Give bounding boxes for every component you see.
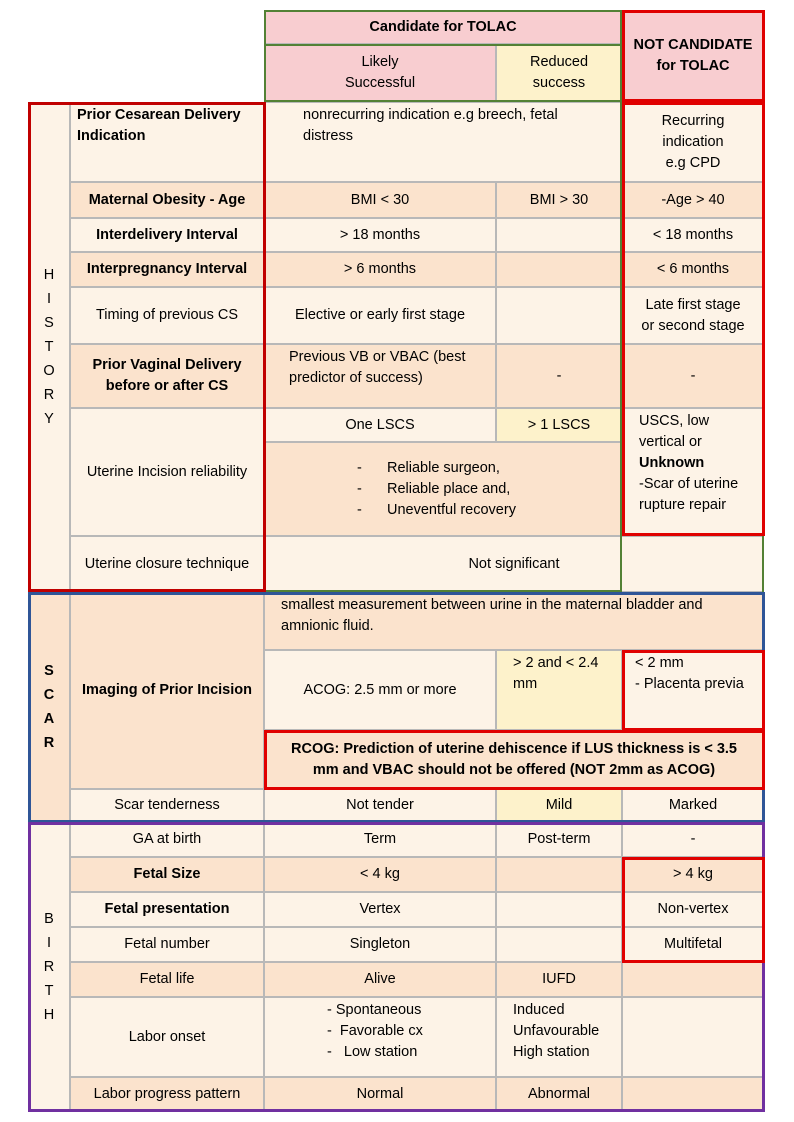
- row-presentation-likely: Vertex: [264, 892, 496, 927]
- row-number-label: Fetal number: [70, 927, 264, 962]
- row-prior-vaginal-not: -: [622, 344, 764, 408]
- row-uterine-incision-likely: One LSCS: [264, 408, 496, 442]
- row-prior-vaginal-likely: Previous VB or VBAC (best predictor of success): [264, 344, 496, 408]
- row-imaging-rcog: RCOG: Prediction of uterine dehiscence if LUS thickness is < 3.5 mm and VBAC should not be offered (NOT 2mm as ACOG): [264, 730, 764, 789]
- row-size-likely: < 4 kg: [264, 857, 496, 892]
- row-interdelivery-not: < 18 months: [622, 218, 764, 252]
- row-uterine-incision-bullets: - Reliable surgeon, - Reliable place and, - Uneventful recovery: [264, 442, 622, 536]
- row-size-not: > 4 kg: [622, 857, 764, 892]
- row-interpregnancy-not: < 6 months: [622, 252, 764, 287]
- row-onset-label: Labor onset: [70, 997, 264, 1077]
- row-imaging-not: < 2 mm - Placenta previa: [622, 650, 764, 730]
- row-closure-value: Not significant: [264, 536, 764, 592]
- row-size-reduced: [496, 857, 622, 892]
- row-presentation-not: Non-vertex: [622, 892, 764, 927]
- row-obesity-reduced: BMI > 30: [496, 182, 622, 218]
- row-onset-likely: - Spontaneous - Favorable cx - Low station: [264, 997, 496, 1077]
- row-obesity-likely: BMI < 30: [264, 182, 496, 218]
- row-timing-label: Timing of previous CS: [70, 287, 264, 344]
- row-imaging-note: smallest measurement between urine in the maternal bladder and amnionic fluid.: [264, 592, 764, 650]
- row-number-likely: Singleton: [264, 927, 496, 962]
- row-progress-reduced: Abnormal: [496, 1077, 622, 1112]
- section-birth: B I R T H: [28, 822, 70, 1112]
- row-size-label: Fetal Size: [70, 857, 264, 892]
- row-tenderness-likely: Not tender: [264, 789, 496, 822]
- row-life-label: Fetal life: [70, 962, 264, 997]
- row-progress-likely: Normal: [264, 1077, 496, 1112]
- row-presentation-reduced: [496, 892, 622, 927]
- row-imaging-likely: ACOG: 2.5 mm or more: [264, 650, 496, 730]
- row-tenderness-reduced: Mild: [496, 789, 622, 822]
- row-onset-reduced: Induced Unfavourable High station: [496, 997, 622, 1077]
- row-prior-vaginal-reduced: -: [496, 344, 622, 408]
- row-number-not: Multifetal: [622, 927, 764, 962]
- row-life-not: [622, 962, 764, 997]
- row-interpregnancy-reduced: [496, 252, 622, 287]
- header-likely-successful: Likely Successful: [264, 44, 496, 102]
- row-onset-not: [622, 997, 764, 1077]
- row-uterine-incision-not: USCS, low vertical or Unknown -Scar of uterine rupture repair: [622, 408, 764, 536]
- row-ga-label: GA at birth: [70, 822, 264, 857]
- row-imaging-reduced: > 2 and < 2.4 mm: [496, 650, 622, 730]
- row-uterine-incision-label: Uterine Incision reliability: [70, 408, 264, 536]
- row-life-likely: Alive: [264, 962, 496, 997]
- row-number-reduced: [496, 927, 622, 962]
- row-interpregnancy-label: Interpregnancy Interval: [70, 252, 264, 287]
- row-prior-vaginal-label: Prior Vaginal Delivery before or after CS: [70, 344, 264, 408]
- section-scar: S C A R: [28, 592, 70, 822]
- row-progress-label: Labor progress pattern: [70, 1077, 264, 1112]
- row-interdelivery-label: Interdelivery Interval: [70, 218, 264, 252]
- row-prior-cs-likely: nonrecurring indication e.g breech, fetal distress: [264, 102, 622, 182]
- row-presentation-label: Fetal presentation: [70, 892, 264, 927]
- row-interdelivery-reduced: [496, 218, 622, 252]
- row-timing-reduced: [496, 287, 622, 344]
- row-prior-cs-not: Recurring indication e.g CPD: [622, 102, 764, 182]
- row-timing-not: Late first stage or second stage: [622, 287, 764, 344]
- row-uterine-incision-reduced: > 1 LSCS: [496, 408, 622, 442]
- row-timing-likely: Elective or early first stage: [264, 287, 496, 344]
- row-tenderness-label: Scar tenderness: [70, 789, 264, 822]
- row-life-reduced: IUFD: [496, 962, 622, 997]
- row-tenderness-not: Marked: [622, 789, 764, 822]
- row-prior-cs-label: Prior Cesarean Delivery Indication: [70, 102, 264, 182]
- row-progress-not: [622, 1077, 764, 1112]
- header-reduced-success: Reduced success: [496, 44, 622, 102]
- row-interpregnancy-likely: > 6 months: [264, 252, 496, 287]
- row-ga-reduced: Post-term: [496, 822, 622, 857]
- header-not-candidate: NOT CANDIDATE for TOLAC: [622, 10, 764, 102]
- header-candidate: Candidate for TOLAC: [264, 10, 622, 44]
- row-closure-label: Uterine closure technique: [70, 536, 264, 592]
- row-ga-likely: Term: [264, 822, 496, 857]
- row-interdelivery-likely: > 18 months: [264, 218, 496, 252]
- row-obesity-label: Maternal Obesity - Age: [70, 182, 264, 218]
- section-history: H I S T O R Y: [28, 102, 70, 592]
- row-ga-not: -: [622, 822, 764, 857]
- row-imaging-label: Imaging of Prior Incision: [70, 592, 264, 789]
- row-obesity-not: -Age > 40: [622, 182, 764, 218]
